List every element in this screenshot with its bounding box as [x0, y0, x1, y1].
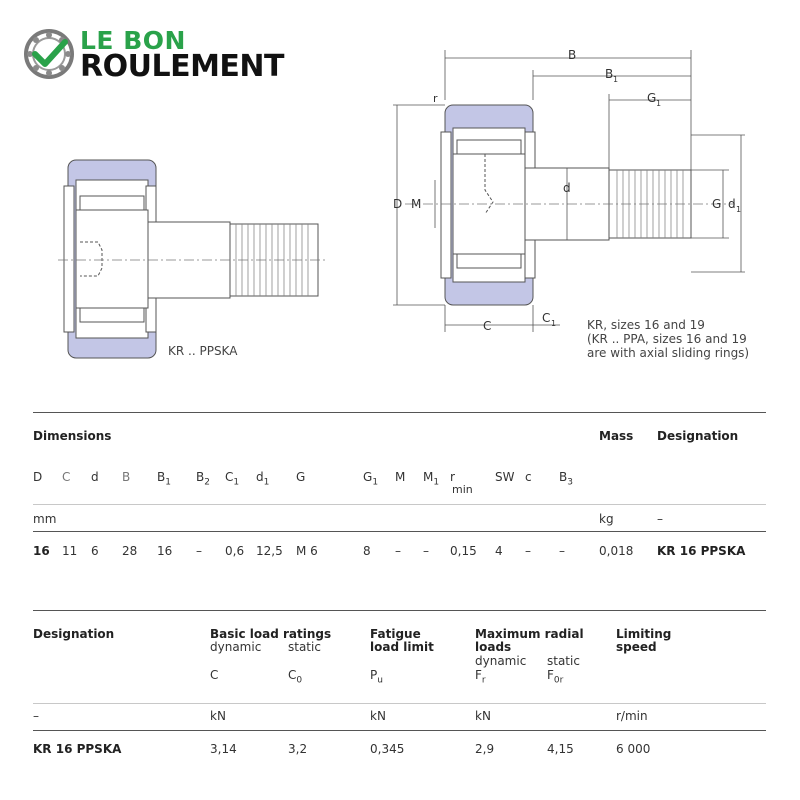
- load-table-mid-rule: [33, 703, 766, 704]
- val-C1: 0,6: [225, 544, 245, 558]
- dim-label-b1: B: [605, 67, 614, 81]
- unit-fatigue: kN: [370, 709, 386, 723]
- dim-label-M: M: [411, 197, 422, 211]
- drawing-kr-dimensioned: [385, 40, 765, 340]
- col-G: G: [296, 470, 306, 484]
- dim-table-units-rule: [33, 531, 766, 532]
- dim-label-C: C: [483, 319, 492, 333]
- max-static-label: static: [547, 654, 580, 668]
- dim-label-b: B: [568, 48, 577, 62]
- symbol-Fr: $F_r$: [475, 668, 486, 686]
- val-SW: 4: [495, 544, 503, 558]
- unit-load: kN: [210, 709, 226, 723]
- col-G1: $G_1$: [363, 470, 379, 488]
- col-B1: $B_1$: [157, 470, 171, 488]
- symbol-C: C: [210, 668, 219, 682]
- dim-table-mass-header: Mass: [599, 429, 634, 443]
- left-drawing-caption: KR .. PPSKA: [168, 344, 238, 358]
- load-row-C: 3,14: [210, 742, 237, 756]
- dim-table-mid-rule: [33, 504, 766, 505]
- col-B: B: [122, 470, 131, 484]
- col-c: c: [525, 470, 532, 484]
- val-B1: 16: [157, 544, 173, 558]
- col-M: M: [395, 470, 406, 484]
- dim-label-d: d: [563, 181, 571, 195]
- limiting-header-2: speed: [616, 640, 657, 654]
- val-d1: 12,5: [256, 544, 283, 558]
- load-row-Pu: 0,345: [370, 742, 405, 756]
- load-row-Fr: 2,9: [475, 742, 495, 756]
- dim-label-g1: G: [647, 91, 657, 105]
- val-M: –: [395, 544, 401, 558]
- symbol-Pu: $P_u$: [370, 668, 383, 686]
- logo-text-bottom: ROULEMENT: [80, 49, 284, 84]
- right-caption-line3: are with axial sliding rings): [587, 346, 750, 360]
- val-d: 6: [91, 544, 99, 558]
- dim-table-title: Dimensions: [33, 429, 112, 443]
- load-row-C0: 3,2: [288, 742, 308, 756]
- symbol-C0: $C_0$: [288, 668, 303, 686]
- right-caption-line1: KR, sizes 16 and 19: [587, 318, 705, 332]
- dim-label-b1-sub: 1: [613, 75, 619, 84]
- unit-dash: –: [657, 512, 663, 526]
- val-G1: 8: [363, 544, 371, 558]
- col-C: C: [62, 470, 71, 484]
- col-r-min: min: [452, 483, 473, 496]
- unit-radial: kN: [475, 709, 491, 723]
- col-B3: $B_3$: [559, 470, 573, 488]
- load-designation-header: Designation: [33, 627, 115, 641]
- fatigue-header-2: load limit: [370, 640, 434, 654]
- col-D: D: [33, 470, 43, 484]
- load-table-units-rule: [33, 730, 766, 731]
- dim-label-r: r: [433, 92, 438, 105]
- max-radial-header-1: Maximum radial: [475, 627, 584, 641]
- val-r-min: 0,15: [450, 544, 477, 558]
- col-SW: SW: [495, 470, 515, 484]
- symbol-F0r: $F_{0r}$: [547, 668, 564, 686]
- dim-label-g1-sub: 1: [656, 99, 662, 108]
- max-radial-header-2: loads: [475, 640, 512, 654]
- val-D: 16: [33, 544, 50, 558]
- val-M1: –: [423, 544, 429, 558]
- col-C1: $C_1$: [225, 470, 240, 488]
- unit-kg: kg: [599, 512, 614, 526]
- col-d: d: [91, 470, 99, 484]
- dim-label-G: G: [712, 197, 722, 211]
- basic-dynamic-label: dynamic: [210, 640, 262, 654]
- val-c: –: [525, 544, 531, 558]
- max-dynamic-label: dynamic: [475, 654, 527, 668]
- basic-static-label: static: [288, 640, 321, 654]
- logo-bearing-icon: [22, 27, 76, 81]
- col-r: r: [450, 470, 455, 484]
- val-B2: –: [196, 544, 202, 558]
- val-B: 28: [122, 544, 138, 558]
- val-G: M 6: [296, 544, 318, 558]
- load-row-designation: KR 16 PPSKA: [33, 742, 122, 756]
- limiting-header-1: Limiting: [616, 627, 672, 641]
- dim-label-C1: C: [542, 311, 551, 325]
- dim-label-D: D: [393, 197, 403, 211]
- drawing-kr-ppska: [50, 150, 330, 365]
- val-mass: 0,018: [599, 544, 634, 558]
- load-row-speed: 6 000: [616, 742, 651, 756]
- unit-speed: r/min: [616, 709, 648, 723]
- val-C: 11: [62, 544, 78, 558]
- dim-table-top-rule: [33, 412, 766, 413]
- val-designation: KR 16 PPSKA: [657, 544, 746, 558]
- fatigue-header-1: Fatigue: [370, 627, 421, 641]
- val-B3: –: [559, 544, 565, 558]
- col-M1: $M_1$: [423, 470, 440, 488]
- dim-label-C1-sub: 1: [551, 319, 557, 328]
- unit-designation: –: [33, 709, 39, 723]
- load-table-top-rule: [33, 610, 766, 611]
- dim-label-d1: d: [728, 197, 736, 211]
- logo-text-top: LE BON: [80, 26, 186, 55]
- col-B2: $B_2$: [196, 470, 210, 488]
- right-caption-line2: (KR .. PPA, sizes 16 and 19: [587, 332, 747, 346]
- col-d1: $d_1$: [256, 470, 270, 488]
- unit-mm: mm: [33, 512, 57, 526]
- load-row-F0r: 4,15: [547, 742, 574, 756]
- dim-label-d1-sub: 1: [736, 205, 742, 214]
- basic-load-header: Basic load ratings: [210, 627, 332, 641]
- dim-table-designation-header: Designation: [657, 429, 739, 443]
